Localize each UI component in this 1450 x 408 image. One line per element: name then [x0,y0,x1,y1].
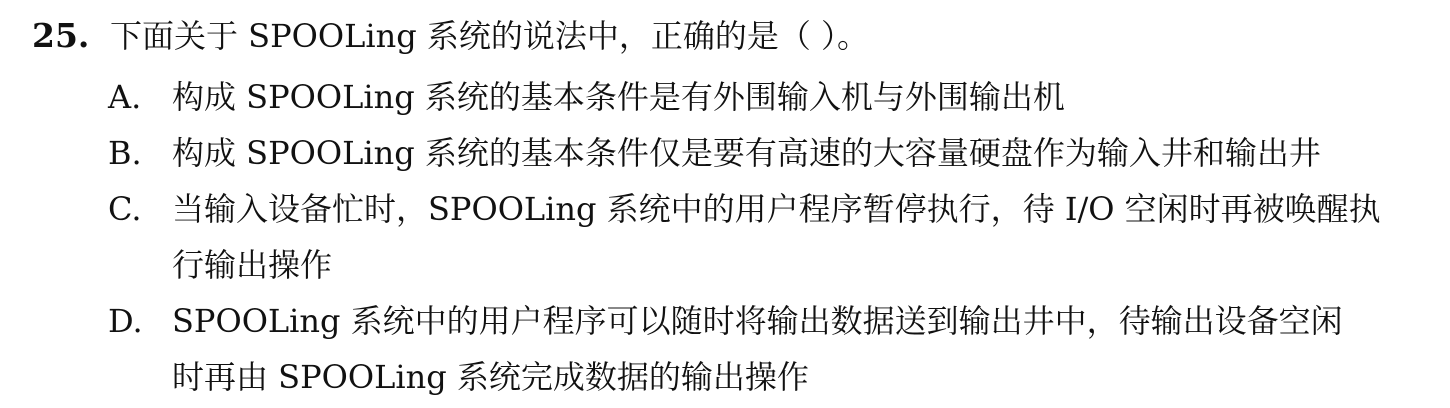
option-line: 当输入设备忙时，SPOOLing 系统中的用户程序暂停执行，待 I/O 空闲时再被唤醒执 [172,190,1381,228]
option-text [172,125,1438,181]
option-letter: B. [108,134,142,172]
option-line: 构成 SPOOLing 系统的基本条件是有外围输入机与外围输出机 [172,78,1065,116]
question-stem: 下面关于 SPOOLing 系统的说法中，正确的是（ ）。 [110,17,870,55]
option-text [172,293,1438,405]
option-text [172,69,1438,125]
question-number: 25. [32,16,90,55]
option-letter: D. [108,302,143,340]
option-text [172,181,1438,293]
option-line: 时再由 SPOOLing 系统完成数据的输出操作 [172,358,809,396]
option-letter: C. [108,190,142,228]
option-letter: A. [108,78,142,116]
option-line: 构成 SPOOLing 系统的基本条件仅是要有高速的大容量硬盘作为输入井和输出井 [172,134,1321,172]
option-line: SPOOLing 系统中的用户程序可以随时将输出数据送到输出井中，待输出设备空闲 [172,302,1343,340]
option-line: 行输出操作 [172,246,333,284]
